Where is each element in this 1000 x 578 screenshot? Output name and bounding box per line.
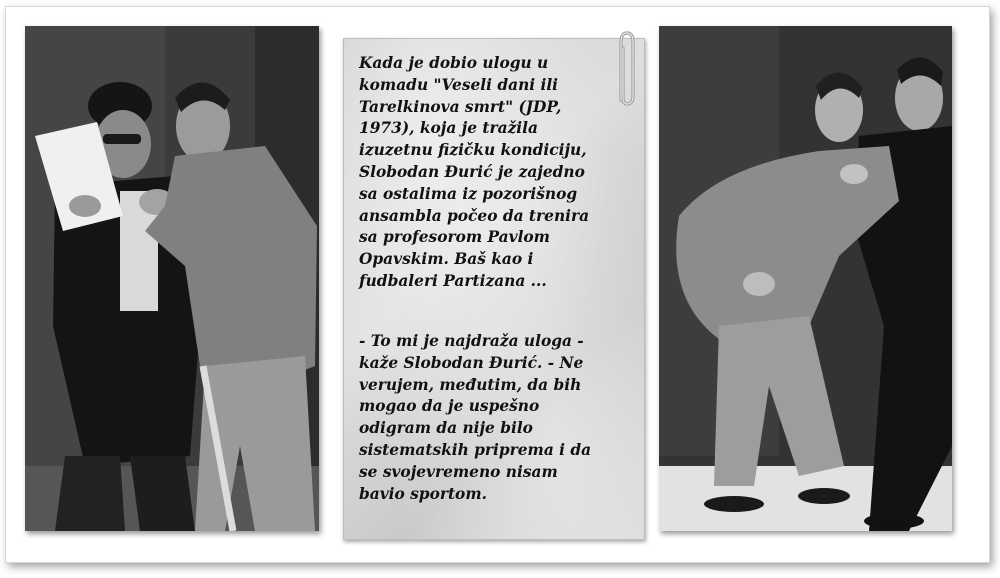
paper-clip-icon: [617, 30, 637, 108]
note-paragraph-1: Kada je dobio ulogu u komadu "Veseli dani ili Tarelkinova smrt" (JDP, 1973), koja je tražila izuzetnu fizičku kondiciju, Slobodan Đurić je zajedno sa ostalima iz pozorišnog ansambla počeo da trenira sa profesorom Pavlom Opavskim. Baš kao i fudbaleri Partizana ...: [359, 54, 590, 290]
stage-photo-left: [25, 26, 319, 531]
text-note: [343, 38, 645, 540]
stage-photo-right-illustration: [659, 26, 952, 531]
note-paragraph-2: - To mi je najdraža uloga - kaže Slobodan Đurić. - Ne verujem, međutim, da bih mogao da je uspešno odigram da nije bilo sistematskih priprema i da se svojevremeno nisam bavio sportom.: [359, 332, 592, 503]
stage-photo-right: [659, 26, 952, 531]
stage-photo-left-illustration: [25, 26, 319, 531]
